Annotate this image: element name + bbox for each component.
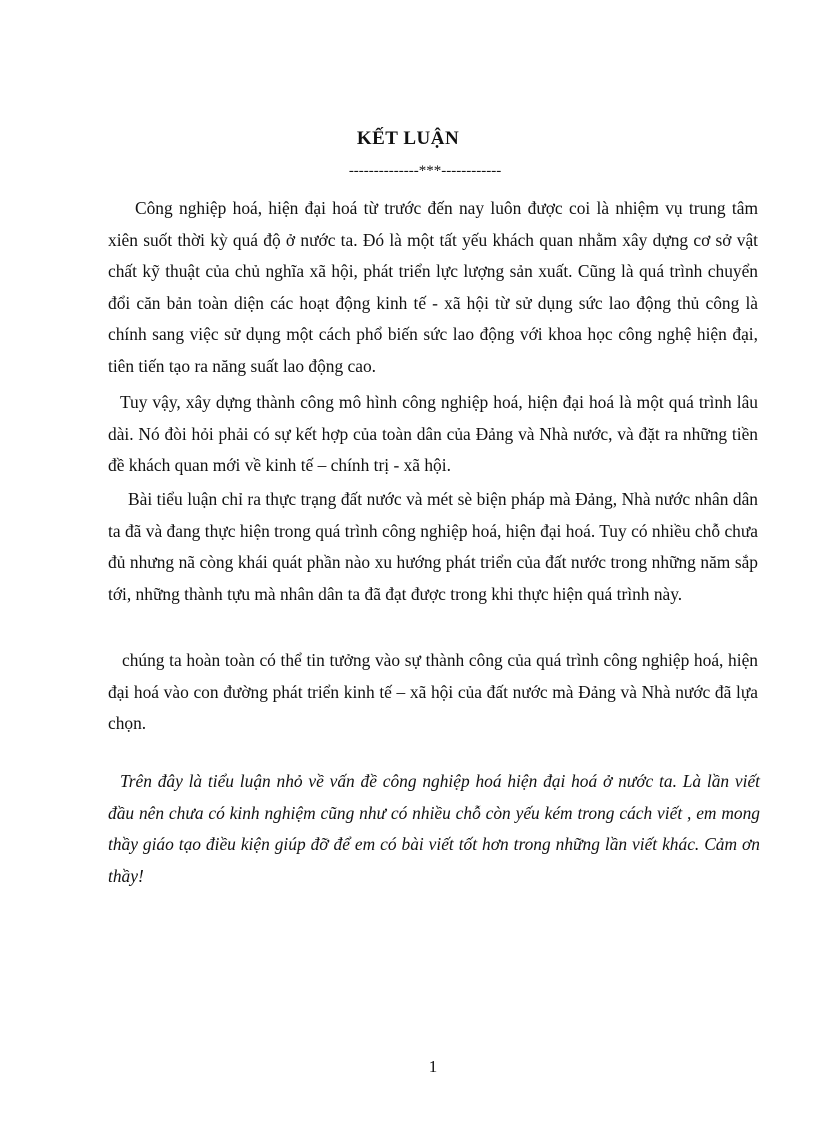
paragraph-text: Tuy vậy, xây dựng thành công mô hình công nghiệp hoá, hiện đại hoá là một quá trình lâu dài. Nó đòi hỏi phải có sự kết hợp của toàn dân của Đảng và Nhà nước, và đặt ra những tiền đề khách quan mới về kinh tế – chính trị - xã hội.: [108, 392, 758, 475]
paragraph-2: [108, 387, 758, 482]
paragraph-text: Công nghiệp hoá, hiện đại hoá từ trước đến nay luôn được coi là nhiệm vụ trung tâm xiên suốt thời kỳ quá độ ở nước ta. Đó là một tất yếu khách quan nhằm xây dựng cơ sở vật chất kỹ thuật của chủ nghĩa xã hội, phát triển lực lượng sản xuất. Cũng là quá trình chuyển đổi căn bản toàn diện các hoạt động kinh tế - xã hội từ sử dụng sức lao động thủ công là chính sang việc sử dụng một cách phổ biến sức lao động với khoa học công nghệ hiện đại, tiên tiến tạo ra năng suất lao động cao.: [108, 198, 758, 376]
paragraph-1: [108, 193, 758, 382]
paragraph-text: Bài tiểu luận chỉ ra thực trạng đất nước và mét sè biện pháp mà Đảng, Nhà nước nhân dân ta đã và đang thực hiện trong quá trình công nghiệp hoá, hiện đại hoá. Tuy có nhiều chỗ chưa đủ nhưng nã còng khái quát phần nào xu hướng phát triển của đất nước trong những năm sắp tới, những thành tựu mà nhân dân ta đã đạt được trong khi thực hiện quá trình này.: [108, 489, 758, 604]
page-number: 1: [428, 1057, 438, 1076]
page-title: KẾT LUẬN: [356, 128, 460, 149]
title-separator: --------------***------------: [348, 163, 502, 179]
paragraph-4: [108, 645, 758, 740]
paragraph-text: chúng ta hoàn toàn có thể tin tưởng vào sự thành công của quá trình công nghiệp hoá, hiện đại hoá vào con đường phát triển kinh tế – xã hội của đất nước mà Đảng và Nhà nước đã lựa chọn.: [108, 650, 758, 733]
paragraph-3: [108, 484, 758, 610]
closing-note: Trên đây là tiểu luận nhỏ về vấn đề công nghiệp hoá hiện đại hoá ở nước ta. Là lần viết đầu nên chưa có kinh nghiệm cũng như có nhiều chỗ còn yếu kém trong cách viết , em mong thầy giáo tạo điều kiện giúp đỡ để em có bài viết tốt hơn trong những lần viết khác. Cảm ơn thầy!: [108, 771, 760, 886]
